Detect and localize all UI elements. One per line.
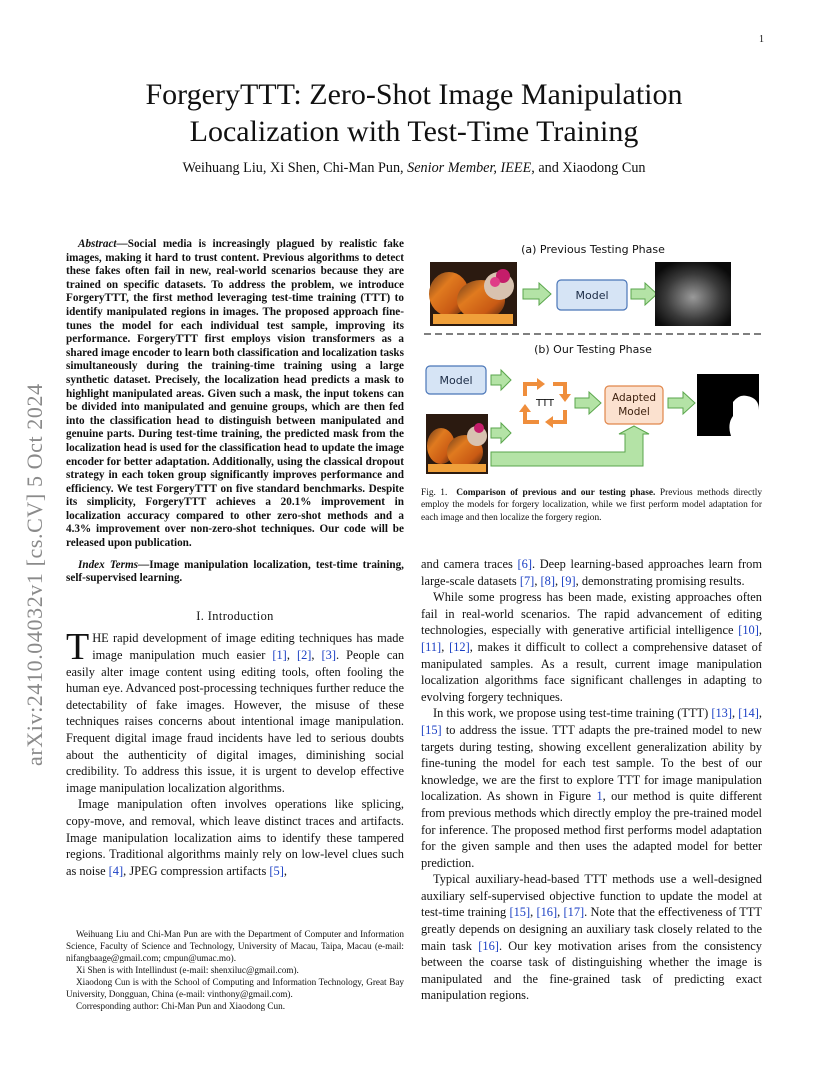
citation-link[interactable]: [8] — [540, 573, 555, 588]
figure-caption — [421, 487, 762, 524]
text-run: , — [311, 648, 322, 663]
citation-link[interactable]: [17] — [563, 905, 585, 920]
abstract-label: Abstract — [78, 238, 117, 250]
text-run: While some progress has been made, existing approaches often fail in real-world scenarios. The rapid advancement of editing technologies, especially with generative artificial intelligence — [421, 590, 762, 638]
right-paragraph-1 — [421, 556, 762, 589]
arrow-icon — [523, 283, 551, 305]
model-label-a: Model — [575, 289, 609, 302]
text-run: . Deep learning-based approaches learn from large-scale datasets — [421, 557, 762, 588]
text-run: , JPEG compression artifacts — [123, 863, 270, 878]
citation-link[interactable]: [6] — [517, 557, 532, 571]
left-column — [66, 238, 404, 879]
citation-link[interactable]: [7] — [519, 573, 535, 588]
feedback-path-arrow — [491, 426, 649, 466]
text-run: , — [286, 648, 297, 663]
section-heading-introduction: I. Introduction — [196, 608, 274, 623]
model-label-b: Model — [439, 374, 473, 387]
caption-bold: Comparison of previous and our testing phase. — [456, 488, 656, 498]
ttt-label: TTT — [536, 398, 554, 409]
author-list — [70, 160, 758, 177]
citation-link[interactable]: [14] — [738, 706, 759, 721]
text-run: , — [732, 706, 739, 721]
text-run: In this work, we propose using test-time training (TTT) — [433, 706, 712, 721]
footnote-affiliation-3: Xiaodong Cun is with the School of Computing and Information Technology, Great Bay University, Dongguan, China (e-mail: vinthony@gmail.com). — [66, 977, 404, 999]
footnotes — [66, 928, 404, 1012]
text-run: , — [534, 573, 541, 588]
arrow-icon — [631, 283, 657, 305]
arxiv-stamp: arXiv:2410.04032v1 [cs.CV] 5 Oct 2024 — [22, 383, 47, 766]
index-terms — [66, 559, 404, 586]
arrow-icon — [668, 392, 695, 414]
citation-link[interactable]: [1] — [272, 648, 287, 663]
text-run: , — [557, 905, 564, 920]
output-mask-a — [655, 262, 731, 326]
adapted-model-box — [605, 386, 663, 424]
arrow-icon — [491, 370, 511, 390]
footnote-affiliation-2: Xi Shen is with Intellindust (e-mail: shenxiluc@gmail.com). — [76, 965, 299, 975]
citation-link[interactable]: [16] — [536, 905, 558, 920]
text-run: , — [758, 623, 762, 638]
drop-cap: T — [66, 626, 90, 669]
citation-link[interactable]: [16] — [478, 938, 499, 953]
adapted-label-line1: Adapted — [611, 392, 657, 404]
figure-1 — [421, 238, 762, 482]
caption-text: Previous methods directly employ the models for forgery localization, while we first perform model adaptation for each image and then localize the forgery region. — [421, 488, 763, 523]
citation-link[interactable]: [13] — [711, 706, 732, 721]
author-last: , and Xiaodong Cun — [531, 160, 646, 176]
label-our-phase: (b) Our Testing Phase — [534, 343, 652, 356]
citation-link[interactable]: [15] — [421, 722, 442, 737]
author-names: Weihuang Liu, Xi Shen, Chi-Man Pun, — [182, 160, 408, 176]
text-run: . Our key motivation arises from the consistency between the coarse task of distinguishing whether the image is manipulated and the fine-grained task of predicting exact manipulation regions. — [421, 938, 763, 1003]
text-run: , — [530, 905, 537, 920]
text-run: . Note that the effectiveness of TTT greatly depends on designing an auxiliary task closely related to the main task — [421, 905, 762, 953]
author-role: Senior Member, IEEE — [407, 160, 532, 176]
text-run: HE rapid development of image editing techniques has made image manipulation much easier — [92, 631, 404, 663]
label-previous-phase: (a) Previous Testing Phase — [521, 243, 665, 256]
right-column — [421, 556, 762, 1004]
intro-paragraph-1 — [66, 626, 405, 796]
index-terms-label: Index Terms — [78, 558, 139, 571]
input-image-a — [429, 262, 517, 326]
right-paragraph-3 — [421, 705, 762, 871]
adapted-label-line2: Model — [618, 406, 650, 418]
right-paragraph-2 — [421, 589, 762, 705]
text-run: , — [283, 863, 287, 878]
model-box-a — [557, 280, 627, 310]
output-mask-b — [697, 374, 759, 436]
intro-paragraph-2 — [66, 796, 404, 879]
citation-link[interactable]: [2] — [296, 648, 312, 663]
text-run: and camera traces — [421, 557, 518, 571]
text-run: Image manipulation often involves operations like splicing, copy-move, and removal, which leave distinct traces and artifacts. Image manipulation localization aims to identify these tampered regions. Traditional algorithms mainly rely on low-level clues such as noise — [66, 797, 404, 878]
abstract — [66, 238, 404, 551]
citation-link[interactable]: [3] — [321, 648, 336, 663]
input-image-b — [426, 414, 488, 474]
text-run: , — [441, 639, 450, 654]
text-run: , our method is quite different from previous methods which directly employ the pre-trained model for inference. The proposed method first performs model adaptation for the given sample and then uses the adapted model for better prediction. — [421, 789, 762, 870]
text-run: to address the issue. TTT adapts the pre-trained model to new targets during testing, showing excellent generalization ability by fine-tuning the model for each test sample. To the best of our knowledge, we are the first to explore TTT for image manipulation localization. As shown in Figure — [421, 722, 762, 804]
footnote-corresponding: Corresponding author: Chi-Man Pun and Xiaodong Cun. — [76, 1001, 285, 1011]
citation-link[interactable]: [12] — [449, 639, 470, 654]
citation-link[interactable]: [11] — [421, 639, 442, 654]
citation-link[interactable]: [4] — [108, 863, 124, 878]
figure-reference-link[interactable]: 1 — [596, 789, 603, 804]
caption-label: Fig. 1. — [421, 488, 448, 498]
text-run: . People can easily alter image content using editing tools, often fooling the human eye. Advanced post-processing techniques further reduce the detectability of fake images. However, the misuse of these techniques raises concerns about intentional image manipulation. Frequent digital image fraud incidents have led to serious doubts about the authenticity of digital images, diminishing social credibility. To address this issue, it is urgent to develop effective image manipulation localization algorithms. — [66, 648, 405, 795]
figure-1-diagram — [421, 238, 762, 482]
text-run: , — [758, 706, 762, 721]
citation-link[interactable]: [10] — [738, 623, 759, 638]
arrow-icon — [491, 423, 511, 443]
paper-title: ForgeryTTT: Zero-Shot Image Manipulation Localization with Test-Time Training — [145, 78, 683, 148]
text-run: , demonstrating promising results. — [575, 573, 745, 588]
right-paragraph-4 — [421, 871, 762, 1004]
text-run: Typical auxiliary-head-based TTT methods use a well-designed auxiliary self-supervised objective function to update the model at test-time training — [421, 872, 762, 920]
index-terms-text: —Image manipulation localization, test-time training, self-supervised learning. — [66, 558, 404, 585]
footnote-affiliation-1: Weihuang Liu and Chi-Man Pun are with the Department of Computer and Information Science, Faculty of Science and Technology, University of Macau, Taipa, Macau (e-mail: nifangbaage@gmail.com; cmpun@umac.mo). — [66, 929, 404, 963]
page-number: 1 — [759, 34, 764, 45]
citation-link[interactable]: [15] — [509, 905, 531, 920]
text-run: , makes it difficult to collect a comprehensive dataset of manipulated samples. As a result, current image manipulation localization algorithms face significant challenges in adapting to evolving forgery techniques. — [421, 639, 762, 704]
citation-link[interactable]: [9] — [561, 573, 576, 588]
text-run: , — [554, 573, 562, 588]
citation-link[interactable]: [5] — [269, 863, 284, 878]
model-box-b — [426, 366, 486, 394]
arrow-icon — [575, 392, 601, 414]
abstract-text: —Social media is increasingly plagued by realistic fake images, making it hard to trust content. Previous algorithms to detect these fakes often fail in new, real-world scenarios because they are trained on specific datasets. To address the problem, we introduce ForgeryTTT, the first method leveraging test-time training (TTT) to identify manipulated regions in images. The proposed approach fine-tunes the model for each individual test sample, improving its performance. ForgeryTTT first employs vision transformers as a shared image encoder to learn both classification and localization tasks simultaneously during the training-time training using a large synthetic dataset. Precisely, the localization head predicts a mask to highlight manipulated areas. Given such a mask, the input tokens can be divided into manipulated and genuine groups, which are then fed into the classification head to distinguish between manipulated and genuine parts. During test-time training, the predicted mask from the localization head is used for the classification head to update the image encoder for better adaptation. Additionally, using the classical dropout strategy in each token group significantly improves performance and efficiency. We test ForgeryTTT on five standard benchmarks. Despite its simplicity, ForgeryTTT achieves a 20.1% improvement in localization accuracy compared to other zero-shot methods and a 4.3% improvement over non-zero-shot techniques. Our code will be released upon publication. — [66, 238, 405, 550]
